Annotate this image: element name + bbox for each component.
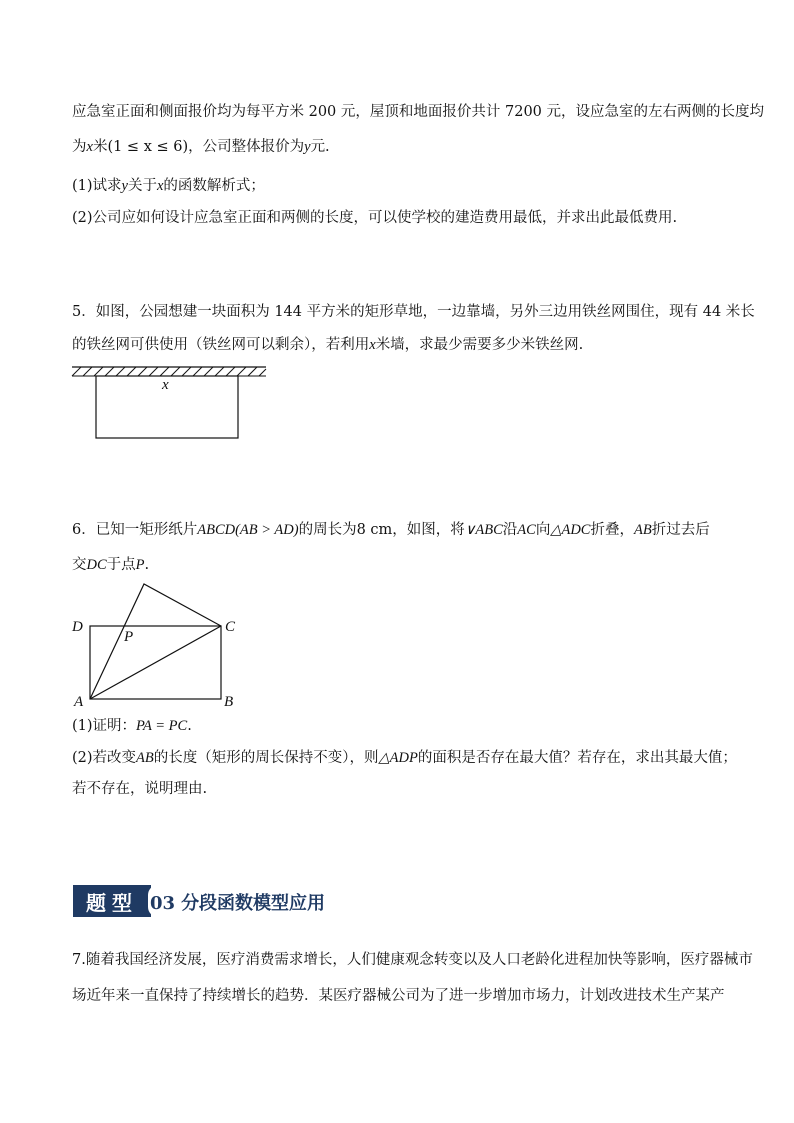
q6-part-2-line-2: 若不存在，说明理由. bbox=[72, 781, 208, 797]
label-p: P bbox=[124, 629, 134, 645]
folded-triangle bbox=[90, 584, 221, 699]
q5-line-1: 5．如图，公园想建一块面积为 144 平方米的矩形草地，一边靠墙，另外三边用铁丝网围住，现有 44 米长 bbox=[72, 304, 755, 320]
section-title: 03 分段函数模型应用 bbox=[150, 893, 326, 914]
q4-line-2: 为x米(1 ≤ x ≤ 6)，公司整体报价为y元. bbox=[72, 139, 330, 155]
q5-line-2: 的铁丝网可供使用（铁丝网可以剩余），若利用x米墙，求最少需要多少米铁丝网. bbox=[72, 337, 584, 353]
diagonal-ac bbox=[90, 626, 221, 699]
q7-line-2: 场近年来一直保持了持续增长的趋势．某医疗器械公司为了进一步增加市场力，计划改进技术生产某产 bbox=[72, 988, 725, 1004]
q5-figure bbox=[70, 364, 270, 444]
q6-figure bbox=[66, 580, 256, 715]
label-a: A bbox=[74, 694, 84, 710]
x-label: x bbox=[162, 377, 169, 393]
q4-part-2: (2)公司应如何设计应急室正面和两侧的长度，可以使学校的建造费用最低，并求出此最低费用. bbox=[72, 210, 678, 226]
section-number: 03 bbox=[150, 893, 176, 914]
label-d: D bbox=[72, 619, 83, 635]
q4-part-1: (1)试求y关于x的函数解析式； bbox=[72, 178, 265, 194]
wall-hatching bbox=[72, 367, 266, 376]
label-b: B bbox=[224, 694, 234, 710]
q4-line-1: 应急室正面和侧面报价均为每平方米 200 元，屋顶和地面报价共计 7200 元，设应急室的左右两侧的长度均 bbox=[72, 104, 765, 120]
q6-line-1: 6．已知一矩形纸片ABCD(AB > AD)的周长为8 cm，如图，将∨ABC沿AC向△ADC折叠，AB折过去后 bbox=[72, 522, 710, 538]
q6-line-2: 交DC于点P. bbox=[72, 557, 150, 573]
q6-part-1: (1)证明：PA = PC. bbox=[72, 718, 192, 734]
section-badge: 题型 bbox=[73, 885, 151, 917]
q6-part-2: (2)若改变AB的长度（矩形的周长保持不变），则△ADP的面积是否存在最大值？若存在，求出其最大值； bbox=[72, 750, 737, 766]
label-c: C bbox=[225, 619, 236, 635]
q7-line-1: 7.随着我国经济发展，医疗消费需求增长，人们健康观念转变以及人口老龄化进程加快等影响，医疗器械市 bbox=[72, 952, 753, 968]
